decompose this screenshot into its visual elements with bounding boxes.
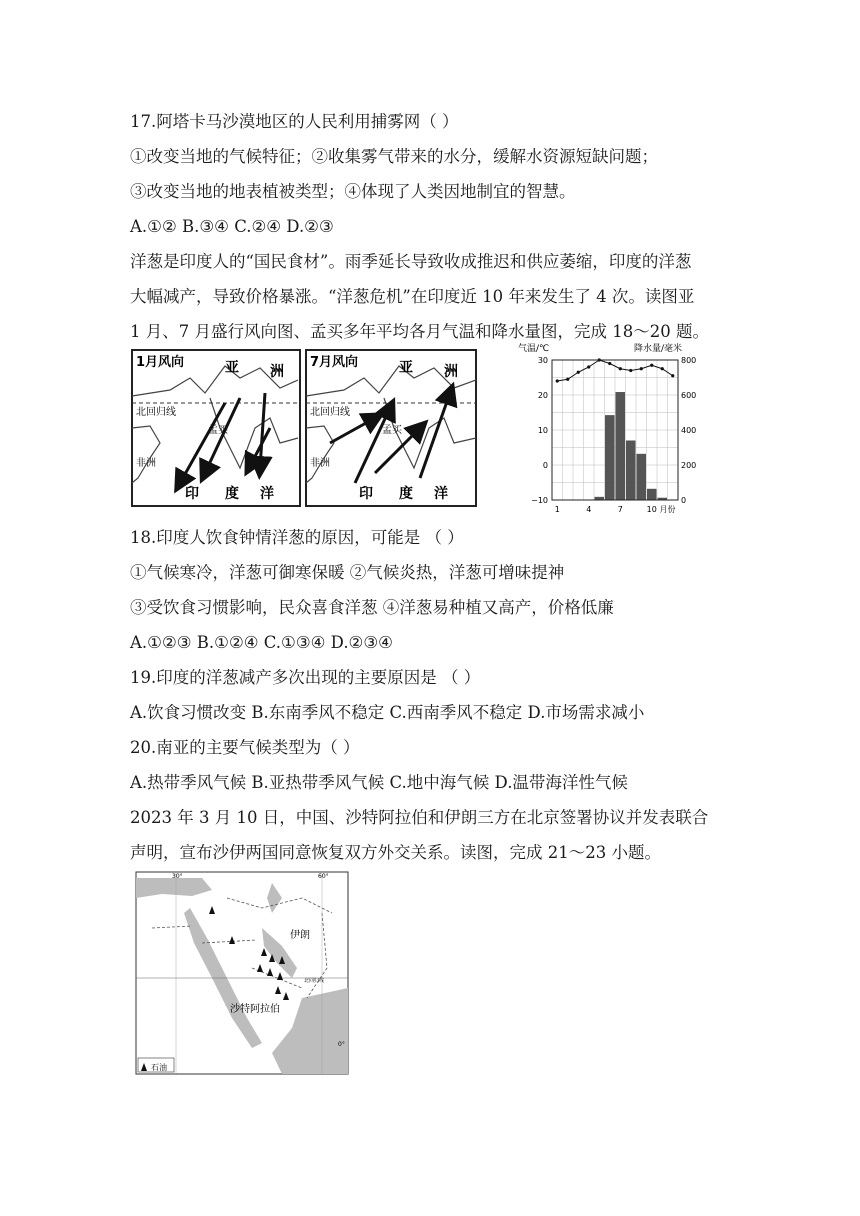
temperature-point (587, 365, 590, 368)
q17-choices: A.①② B.③④ C.②④ D.②③ (130, 217, 334, 236)
map2-ocean-2: 度 (399, 486, 413, 502)
map-july (306, 350, 476, 506)
q19-choices: A.饮食习惯改变 B.东南季风不稳定 C.西南季风不稳定 D.市场需求减小 (130, 703, 645, 722)
map1-city-label: 孟买 (208, 425, 228, 436)
q19-stem: 19.印度的洋葱减产多次出现的主要原因是 （ ） (130, 668, 481, 687)
map1-africa-label: 非洲 (136, 458, 156, 469)
temperature-point (629, 369, 632, 372)
q18-options-line1: ①气候寒冷，洋葱可御寒保暖 ②气候炎热，洋葱可增味提神 (130, 563, 565, 582)
month-tick-label: 1 (554, 505, 560, 514)
passage2-line2: 声明，宣布沙伊两国同意恢复双方外交关系。读图，完成 21～23 小题。 (130, 843, 661, 862)
wind-maps-figure (130, 348, 480, 508)
month-unit-label: 月份 (659, 505, 676, 514)
map2-africa-label: 非洲 (310, 458, 330, 469)
map2-asia: 亚 (399, 360, 413, 376)
q17-options-line1: ①改变当地的气候特征；②收集雾气带来的水分，缓解水资源短缺问题； (130, 147, 658, 166)
temperature-point (671, 374, 674, 377)
precip-tick-label: 0 (681, 496, 687, 505)
temp-tick-label: 20 (537, 391, 548, 400)
temperature-point (577, 371, 580, 374)
temperature-point (640, 367, 643, 370)
chart-right-axis-label: 降水量/毫米 (634, 344, 683, 354)
temperature-point (556, 379, 559, 382)
map2-title: 7月风向 (310, 355, 359, 370)
precip-tick-label: 200 (681, 461, 697, 470)
map2-zhou: 洲 (444, 364, 458, 380)
temp-tick-label: 0 (542, 461, 548, 470)
map2-city-label: 孟买 (382, 425, 402, 436)
q18-options-line2: ③受饮食习惯影响，民众喜食洋葱 ④洋葱易种植又高产，价格低廉 (130, 598, 614, 617)
passage1-line1: 洋葱是印度人的“国民食材”。雨季延长导致收成推迟和供应萎缩，印度的洋葱 (130, 252, 692, 271)
month-tick-label: 7 (617, 505, 623, 514)
map1-ocean-2: 度 (225, 486, 239, 502)
temperature-point (619, 367, 622, 370)
temp-tick-label: 10 (537, 426, 548, 435)
temp-tick-label: −10 (531, 496, 548, 505)
map-lon-30: 30° (172, 873, 183, 880)
map-legend-oil: 石油 (151, 1063, 167, 1072)
passage2-line1: 2023 年 3 月 10 日，中国、沙特阿拉伯和伊朗三方在北京签署协议并发表联合 (130, 808, 709, 827)
map-january (132, 350, 300, 506)
climate-chart-mumbai (512, 340, 708, 518)
q17-stem: 17.阿塔卡马沙漠地区的人民利用捕雾网（ ） (130, 112, 459, 131)
map1-tropic-label: 北回归线 (136, 407, 176, 418)
temperature-point (608, 362, 611, 365)
map2-ocean-1: 印 (359, 486, 373, 502)
precip-bar (637, 454, 647, 500)
temperature-point (650, 364, 653, 367)
map-label-saudi: 沙特阿拉伯 (230, 1004, 280, 1015)
map1-ocean-1: 印 (185, 486, 199, 502)
precip-bar (647, 489, 657, 500)
precip-bar (616, 392, 626, 500)
map1-title: 1月风向 (136, 355, 185, 370)
q18-stem: 18.印度人饮食钟情洋葱的原因，可能是 （ ） (130, 528, 464, 547)
map1-ocean-3: 洋 (260, 486, 274, 502)
map2-tropic-label: 北回归线 (310, 407, 350, 418)
map1-zhou: 洲 (270, 364, 284, 380)
temperature-point (566, 378, 569, 381)
precip-tick-label: 400 (681, 426, 697, 435)
temp-tick-label: 30 (537, 356, 548, 365)
map2-ocean-3: 洋 (434, 486, 448, 502)
month-tick-label: 10 (646, 505, 657, 514)
map1-asia: 亚 (225, 360, 239, 376)
middle-east-map (132, 868, 352, 1078)
precip-bar (626, 441, 636, 501)
passage1-line2: 大幅减产，导致价格暴涨。“洋葱危机”在印度近 10 年来发生了 4 次。读图亚 (130, 287, 695, 306)
q20-stem: 20.南亚的主要气候类型为（ ） (130, 738, 360, 757)
temperature-point (661, 367, 664, 370)
precip-tick-label: 600 (681, 391, 697, 400)
map-label-tropic: 北回归线 (304, 978, 325, 984)
passage1-line3: 1 月、7 月盛行风向图、孟买多年平均各月气温和降水量图，完成 18～20 题。 (130, 322, 709, 341)
map-label-equator: 0° (338, 1041, 345, 1048)
precip-bar (605, 415, 615, 500)
map-lon-60: 60° (318, 873, 329, 880)
chart-left-axis-label: 气温/℃ (518, 344, 550, 354)
map-label-iran: 伊朗 (290, 930, 310, 941)
month-tick-label: 4 (586, 505, 592, 514)
q17-options-line2: ③改变当地的地表植被类型；④体现了人类因地制宜的智慧。 (130, 182, 576, 201)
q18-choices: A.①②③ B.①②④ C.①③④ D.②③④ (130, 633, 393, 652)
q20-choices: A.热带季风气候 B.亚热带季风气候 C.地中海气候 D.温带海洋性气候 (130, 773, 628, 792)
precip-tick-label: 800 (681, 356, 697, 365)
